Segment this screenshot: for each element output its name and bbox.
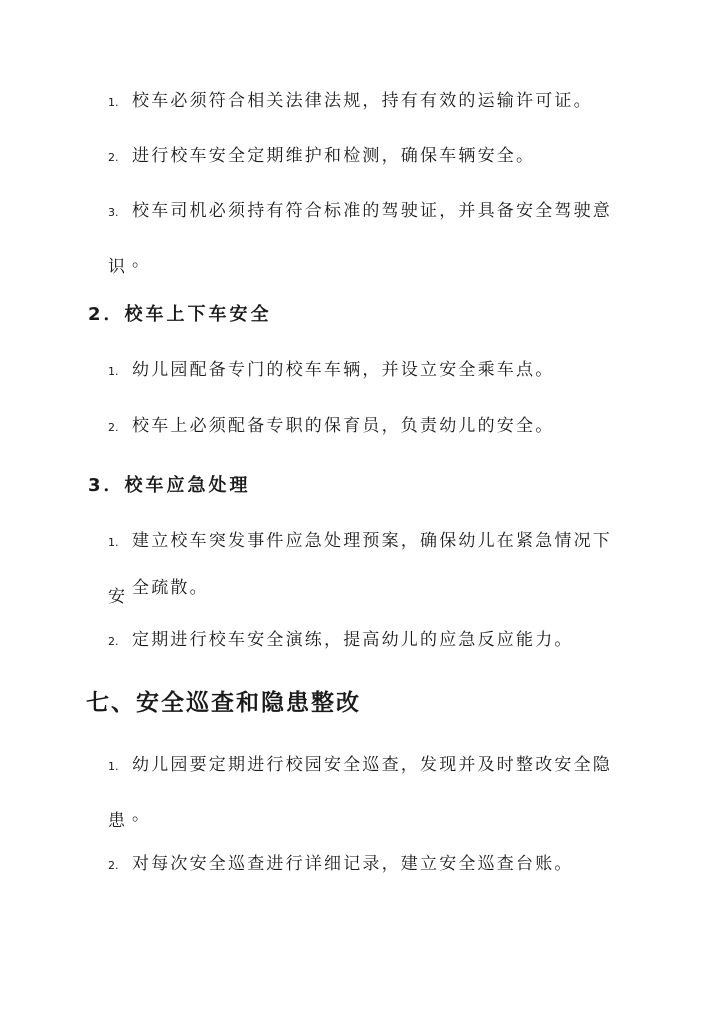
list-text: 幼儿园要定期进行校园安全巡查，发现并及时整改安全隐患 (108, 755, 612, 831)
list-item (108, 514, 628, 624)
list-number: 2. (108, 421, 119, 434)
subsection-heading: 3．校车应急处理 (88, 475, 251, 496)
list-number: 2. (108, 151, 119, 164)
list-number: 2. (108, 859, 119, 872)
list-item (108, 738, 628, 848)
list-number: 1. (108, 760, 119, 773)
list-number: 2. (108, 635, 119, 648)
list-text: 建立校车突发事件应急处理预案，确保幼儿在紧急情况下安 (108, 531, 612, 607)
list-text: 校车司机必须持有符合标准的驾驶证，并具备安全驾驶意识 (108, 201, 612, 277)
list-number: 1. (108, 96, 119, 109)
list-text: 幼儿园配备专门的校车车辆，并设立安全乘车点。 (132, 360, 555, 380)
list-item-continuation: 全疏散。 (132, 578, 209, 598)
list-text: 进行校车安全定期维护和检测，确保车辆安全。 (132, 146, 536, 166)
list-number: 3. (108, 206, 119, 219)
list-item (108, 837, 628, 893)
list-text: 校车必须符合相关法律法规，持有有效的运输许可证。 (132, 91, 593, 111)
list-item (108, 399, 628, 455)
subsection-heading: 2．校车上下车安全 (88, 304, 272, 325)
list-text: 对每次安全巡查进行详细记录，建立安全巡查台账。 (132, 854, 574, 874)
list-item-continuation: 。 (132, 251, 152, 271)
list-item (108, 184, 628, 294)
list-number: 1. (108, 536, 119, 549)
list-item (108, 613, 628, 669)
list-item-continuation: 。 (132, 805, 152, 825)
list-number: 1. (108, 365, 119, 378)
list-text: 定期进行校车安全演练，提高幼儿的应急反应能力。 (132, 630, 574, 650)
list-item (108, 129, 628, 185)
list-item (108, 74, 628, 130)
list-item (108, 343, 628, 399)
section-heading: 七、安全巡查和隐患整改 (86, 690, 361, 716)
list-text: 校车上必须配备专职的保育员，负责幼儿的安全。 (132, 416, 555, 436)
